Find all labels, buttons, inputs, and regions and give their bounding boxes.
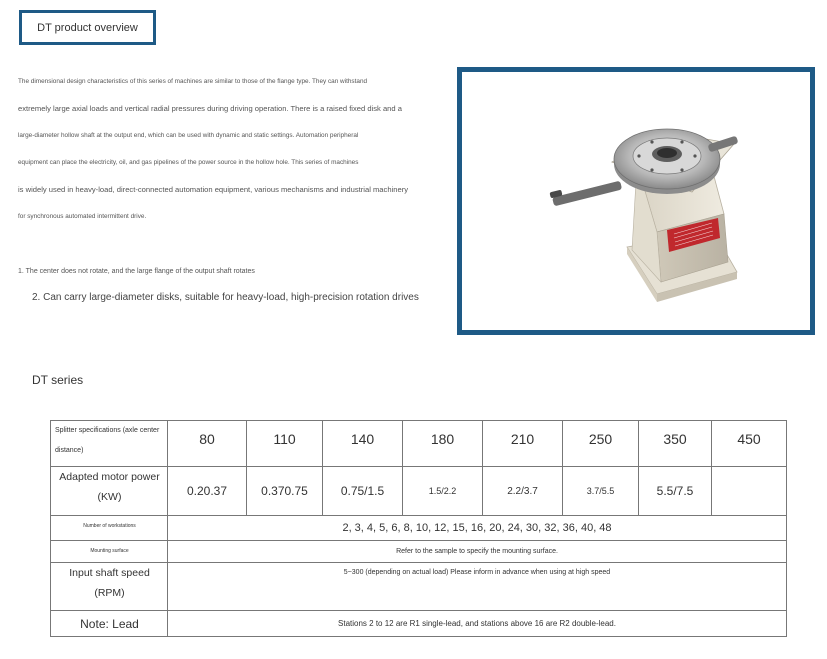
table-row bbox=[51, 563, 787, 611]
table-cell: 180 bbox=[403, 421, 483, 467]
table-row bbox=[51, 516, 787, 541]
table-cell: 80 bbox=[168, 421, 247, 467]
table-row bbox=[51, 611, 787, 637]
series-title: DT series bbox=[32, 373, 84, 387]
table-cell: 0.75/1.5 bbox=[323, 467, 403, 516]
table-cell: 210 bbox=[483, 421, 563, 467]
table-cell: 5.5/7.5 bbox=[639, 467, 712, 516]
overview-title: DT product overview bbox=[37, 21, 138, 34]
intro-line: for synchronous automated intermittent drive. bbox=[18, 213, 147, 220]
feature-item: 2. Can carry large-diameter disks, suitable for heavy-load, high-precision rotation drives bbox=[32, 292, 419, 303]
product-photo bbox=[462, 72, 810, 330]
table-cell: 1.5/2.2 bbox=[403, 467, 483, 516]
table-row bbox=[51, 541, 787, 563]
table-cell: 350 bbox=[639, 421, 712, 467]
intro-line: is widely used in heavy-load, direct-connected automation equipment, various mechanisms and industrial machinery bbox=[18, 185, 409, 194]
table-cell: 2.2/3.7 bbox=[483, 467, 563, 516]
table-cell: 5~300 (depending on actual load) Please inform in advance when using at high speed bbox=[168, 563, 787, 611]
table-row bbox=[51, 467, 787, 516]
intro-line: equipment can place the electricity, oil, and gas pipelines of the power source in the hollow hole. This series of machines bbox=[18, 159, 359, 166]
row-header: Input shaft speed (RPM) bbox=[51, 563, 168, 611]
table-cell: Refer to the sample to specify the mounting surface. bbox=[168, 541, 787, 563]
table-cell: 140 bbox=[323, 421, 403, 467]
row-header: Splitter specifications (axle center distance) bbox=[51, 421, 168, 467]
table-cell: 110 bbox=[247, 421, 323, 467]
table-cell: Stations 2 to 12 are R1 single-lead, and stations above 16 are R2 double-lead. bbox=[168, 611, 787, 637]
table-cell: 450 bbox=[712, 421, 787, 467]
table-cell: 3.7/5.5 bbox=[563, 467, 639, 516]
feature-item: 1. The center does not rotate, and the large flange of the output shaft rotates bbox=[18, 268, 255, 275]
intro-line: large-diameter hollow shaft at the output end, which can be used with dynamic and static settings. Automation peripheral bbox=[18, 132, 359, 139]
table-cell: 0.20.37 bbox=[168, 467, 247, 516]
table-cell bbox=[712, 467, 787, 516]
intro-line: extremely large axial loads and vertical radial pressures during driving operation. There is a raised fixed disk and a bbox=[18, 104, 402, 113]
table-cell: 250 bbox=[563, 421, 639, 467]
intro-paragraph bbox=[18, 77, 438, 239]
intro-line: The dimensional design characteristics of this series of machines are similar to those of the flange type. They can withstand bbox=[18, 78, 368, 85]
row-header: Note: Lead bbox=[51, 611, 168, 637]
row-header: Mounting surface bbox=[51, 541, 168, 563]
row-header: Number of workstations bbox=[51, 516, 168, 541]
feature-list bbox=[18, 268, 448, 303]
table-cell: 0.370.75 bbox=[247, 467, 323, 516]
row-header: Adapted motor power (KW) bbox=[51, 467, 168, 516]
overview-title-box bbox=[19, 10, 156, 45]
table-cell: 2, 3, 4, 5, 6, 8, 10, 12, 15, 16, 20, 24, 30, 32, 36, 40, 48 bbox=[168, 516, 787, 541]
product-photo-frame bbox=[457, 67, 815, 335]
table-row bbox=[51, 421, 787, 467]
specification-table bbox=[50, 420, 787, 637]
